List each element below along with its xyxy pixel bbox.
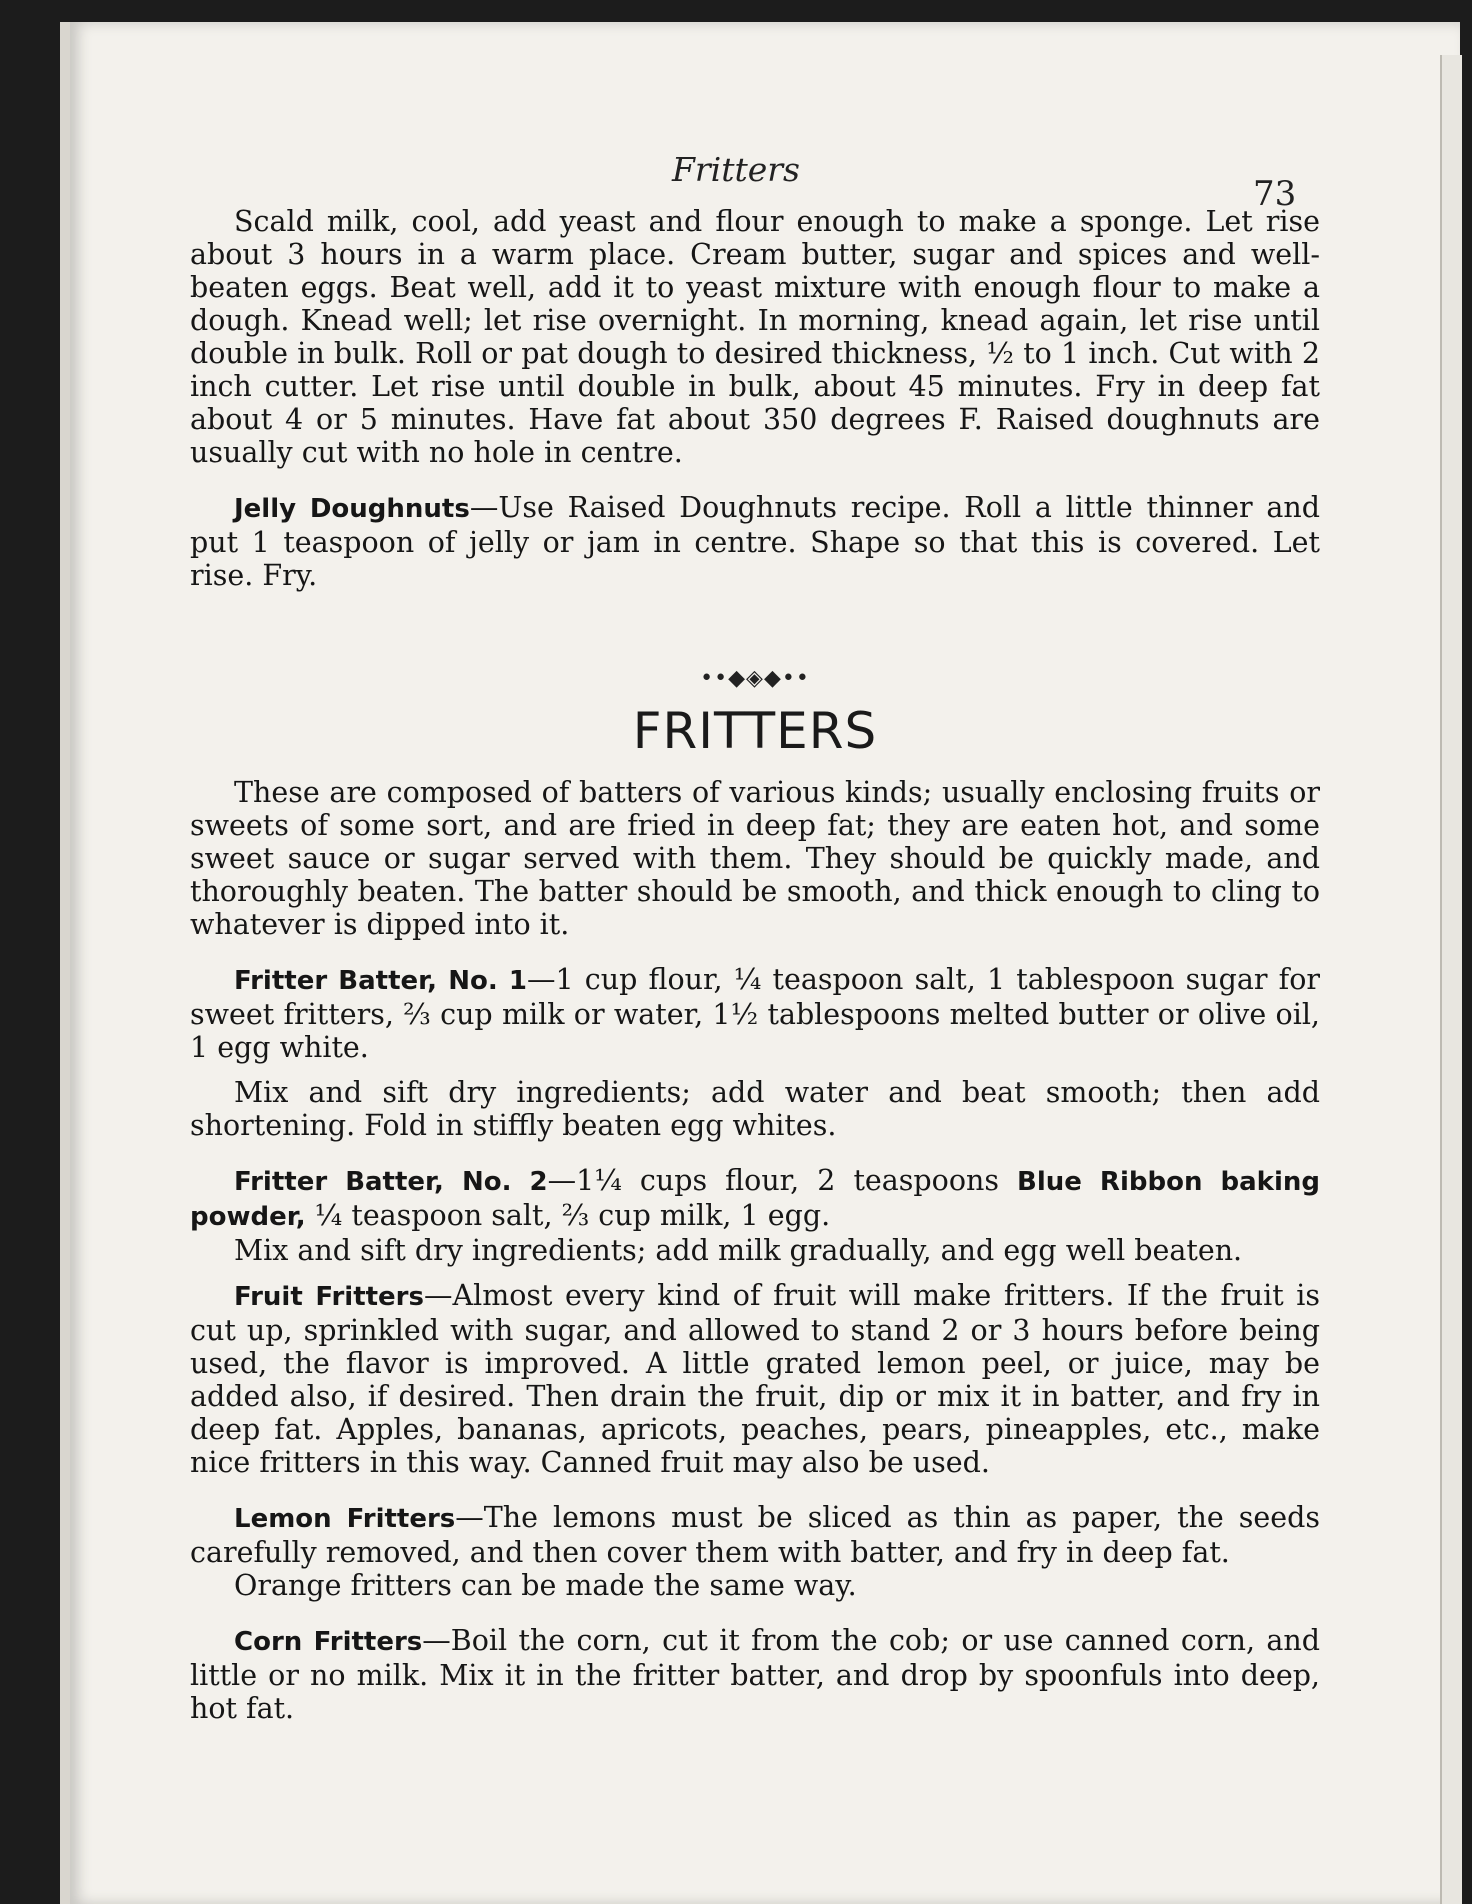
recipe-text: —The lemons must be sliced as thin as paper, the seeds carefully removed, and then cover them with batter, and fry in deep fat. (190, 1501, 1320, 1569)
recipe-text: —Almost every kind of fruit will make fritters. If the fruit is cut up, sprinkled with sugar, and allowed to stand 2 or 3 hours before being used, the flavor is improved. A little grated lemon peel, or juice, may be added also, if desired. Then drain the fruit, dip or mix it in batter, and fry in deep fat. Apples, bananas, apricots, peaches, pears, pineapples, etc., make nice fritters in this way. Canned fruit may also be used. (190, 1279, 1320, 1479)
section-title: FRITTERS (632, 702, 878, 760)
raised-doughnuts-method: Scald milk, cool, add yeast and flour enough to make a sponge. Let rise about 3 hours in a warm place. Cream butter, sugar and spices and well-beaten eggs. Beat well, add it to yeast mixture with enough flour to make a dough. Knead well; let rise overnight. In morning, knead again, let rise until double in bulk. Roll or pat dough to desired thickness, ½ to 1 inch. Cut with 2 inch cutter. Let rise until double in bulk, about 45 minutes. Fry in deep fat about 4 or 5 minutes. Have fat about 350 degrees F. Raised doughnuts are usually cut with no hole in centre. (190, 205, 1320, 469)
recipe-corn-fritters (190, 1624, 1320, 1725)
running-head: Fritters (672, 150, 800, 189)
recipe-heading: Lemon Fritters (234, 1504, 456, 1534)
brand-name: Blue Ribbon baking powder, (190, 1167, 1320, 1232)
recipe-heading: Corn Fritters (234, 1627, 423, 1657)
recipe-fritter-batter-1 (190, 963, 1320, 1064)
recipe-text: —1 cup flour, ¼ teaspoon salt, 1 tablespoon sugar for sweet fritters, ⅔ cup milk or water, 1½ tablespoons melted butter or olive oil, 1 egg white. (190, 963, 1321, 1064)
recipe-heading: Fruit Fritters (234, 1282, 424, 1312)
recipe-jelly-doughnuts (190, 491, 1320, 592)
recipe-heading: Fritter Batter, No. 1 (234, 966, 527, 996)
page-edge (1440, 55, 1462, 1904)
recipe-lemon-fritters (190, 1501, 1320, 1569)
recipe-heading: Jelly Doughnuts (234, 494, 470, 524)
page-content (190, 205, 1320, 1725)
recipe-text: —Use Raised Doughnuts recipe. Roll a little thinner and put 1 teaspoon of jelly or jam in centre. Shape so that this is covered. Let rise. Fry. (190, 491, 1320, 592)
recipe-text: ¼ teaspoon salt, ⅔ cup milk, 1 egg. (305, 1199, 831, 1232)
orange-fritters-note: Orange fritters can be made the same way. (234, 1569, 857, 1602)
fritter-batter-1-method: Mix and sift dry ingredients; add water and beat smooth; then add shortening. Fold in stiffly beaten egg whites. (190, 1076, 1320, 1142)
fritter-batter-2-method: Mix and sift dry ingredients; add milk gradually, and egg well beaten. (234, 1234, 1243, 1267)
page-number: 73 (1253, 174, 1297, 214)
recipe-text: —1¼ cups flour, 2 teaspoons (547, 1164, 1018, 1197)
recipe-fritter-batter-2 (190, 1164, 1320, 1234)
recipe-heading: Fritter Batter, No. 2 (234, 1167, 548, 1197)
recipe-text: —Boil the corn, cut it from the cob; or use canned corn, and little or no milk. Mix it in the fritter batter, and drop by spoonfuls into deep, hot fat. (190, 1624, 1320, 1725)
ornament-divider: ••◆◈◆•• (700, 666, 810, 691)
recipe-fruit-fritters (190, 1279, 1320, 1479)
fritters-intro: These are composed of batters of various kinds; usually enclosing fruits or sweets of some sort, and are fried in deep fat; they are eaten hot, and some sweet sauce or sugar served with them. They should be quickly made, and thoroughly beaten. The batter should be smooth, and thick enough to cling to whatever is dipped into it. (190, 776, 1320, 941)
